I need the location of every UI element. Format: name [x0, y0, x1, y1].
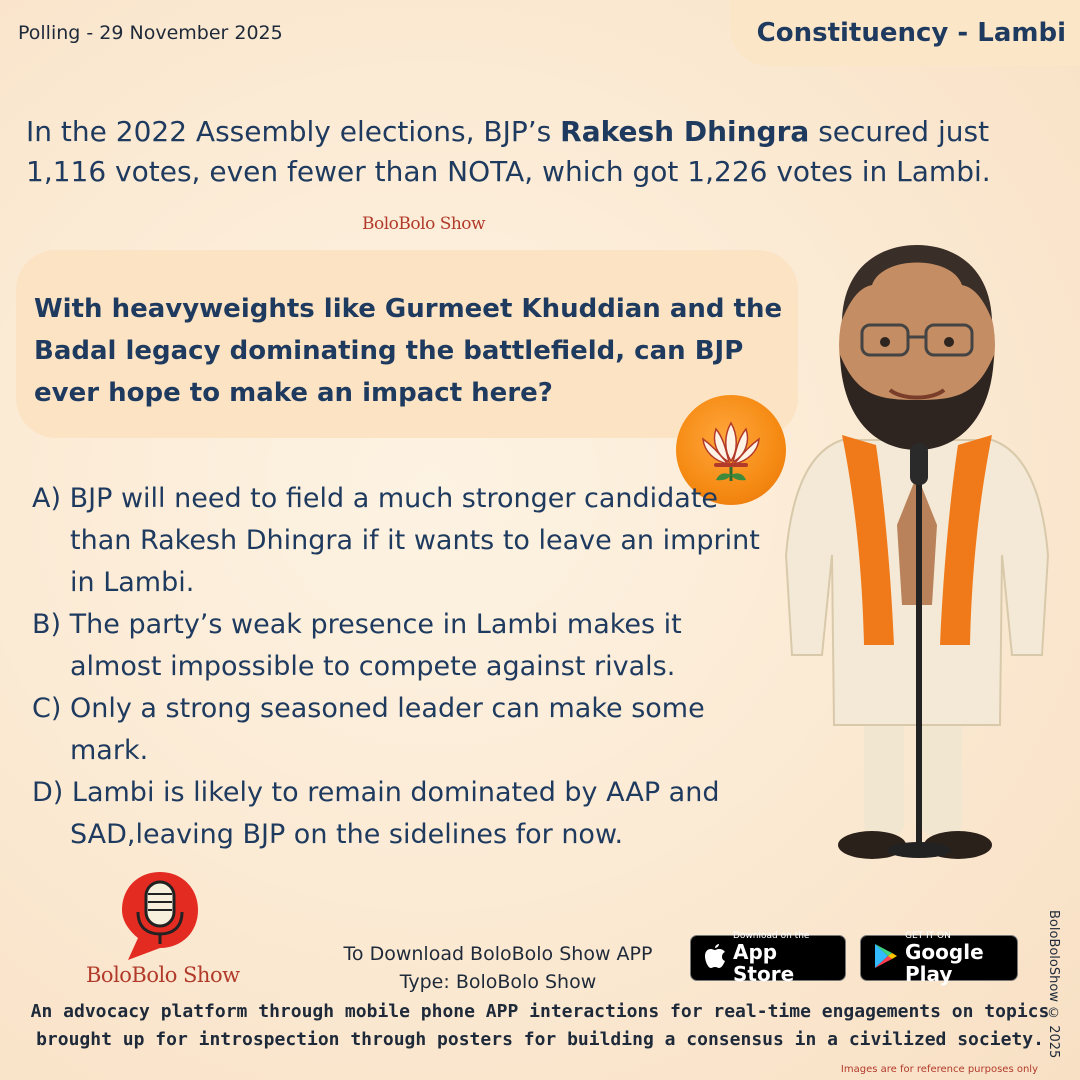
polling-date: Polling - 29 November 2025 [18, 22, 283, 44]
download-line-2: Type: BoloBolo Show [399, 971, 597, 993]
google-play-icon [873, 942, 899, 974]
option-a[interactable] [32, 478, 772, 604]
apple-icon [703, 942, 727, 974]
brand-logo-text: BoloBolo Show [86, 963, 240, 987]
option-b-letter: B) [32, 609, 62, 640]
intro-text-post: secured just 1,116 votes, even fewer than NOTA, which got 1,226 votes in Lambi. [26, 115, 991, 188]
intro-text-pre: In the 2022 Assembly elections, BJP’s [26, 115, 561, 148]
watermark-text: BoloBolo Show [362, 214, 486, 234]
google-play-button[interactable] [860, 931, 1018, 986]
option-b-text: The party’s weak presence in Lambi makes it almost impossible to compete against rivals. [69, 609, 682, 682]
google-play-big-text: Google Play [905, 940, 984, 986]
option-a-letter: A) [32, 483, 62, 514]
option-d-letter: D) [32, 777, 64, 808]
app-store-big-text: App Store [733, 940, 795, 986]
answer-options [32, 478, 772, 856]
option-d[interactable] [32, 772, 772, 856]
image-disclaimer: Images are for reference purposes only [840, 1064, 1038, 1075]
poll-question: With heavyweights like Gurmeet Khuddian and the Badal legacy dominating the battlefield, can BJP ever hope to make an impact here? [34, 294, 783, 408]
download-instructions [318, 940, 678, 996]
option-c[interactable] [32, 688, 772, 772]
option-a-text: BJP will need to field a much stronger candidate than Rakesh Dhingra if it wants to leave an imprint in Lambi. [69, 483, 760, 598]
download-line-1: To Download BoloBolo Show APP [343, 943, 653, 965]
microphone-icon [118, 868, 202, 964]
app-store-small-text: Download on the [733, 931, 810, 941]
platform-tagline: An advocacy platform through mobile phone APP interactions for real-time engagements on topics brought up for introspection through posters for building a consensus in a civilized society. [30, 1001, 1050, 1050]
google-play-small-text: GET IT ON [905, 931, 951, 941]
option-b[interactable] [32, 604, 772, 688]
politician-illustration [772, 225, 1062, 875]
option-c-text: Only a strong seasoned leader can make some mark. [69, 693, 705, 766]
app-store-button[interactable] [690, 931, 846, 986]
option-d-text: Lambi is likely to remain dominated by AAP and SAD,leaving BJP on the sidelines for now. [70, 777, 720, 850]
constituency-label: Constituency - Lambi [730, 0, 1080, 66]
copyright-text: BoloBoloShow © 2025 [1046, 910, 1061, 1059]
intro-paragraph [26, 112, 1046, 192]
option-c-letter: C) [32, 693, 62, 724]
intro-candidate-name: Rakesh Dhingra [560, 115, 810, 148]
